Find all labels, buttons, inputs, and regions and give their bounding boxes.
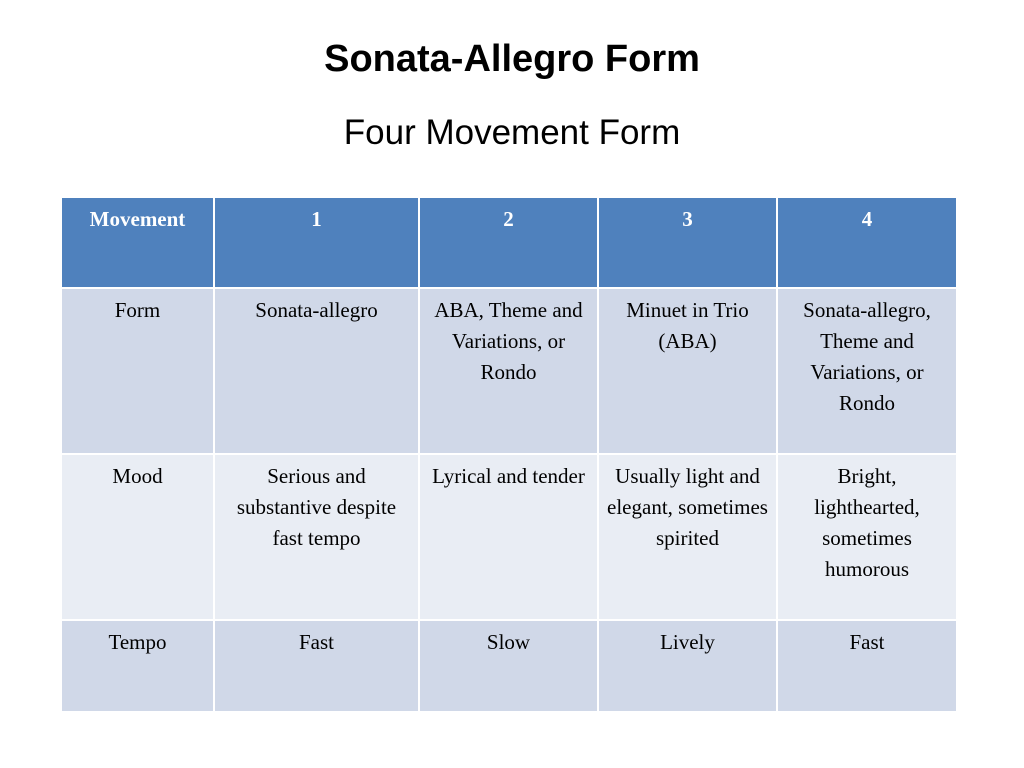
row-label-cell: Form [61, 288, 214, 454]
table-cell: Bright, lighthearted, sometimes humorous [777, 454, 957, 620]
table-cell: Sonata-allegro, Theme and Variations, or Rondo [777, 288, 957, 454]
table-cell: Fast [777, 620, 957, 712]
table-cell: Fast [214, 620, 419, 712]
table-cell: Usually light and elegant, sometimes spirited [598, 454, 777, 620]
table-header-cell: 3 [598, 197, 777, 288]
table-row [61, 288, 957, 454]
row-label-cell: Mood [61, 454, 214, 620]
table-cell: Minuet in Trio (ABA) [598, 288, 777, 454]
table-cell: Lively [598, 620, 777, 712]
table-cell: Serious and substantive despite fast tempo [214, 454, 419, 620]
slide-title: Sonata-Allegro Form [324, 38, 700, 80]
table-cell: ABA, Theme and Variations, or Rondo [419, 288, 598, 454]
table-cell: Sonata-allegro [214, 288, 419, 454]
table-row [61, 620, 957, 712]
table-header-cell: 4 [777, 197, 957, 288]
slide-subtitle: Four Movement Form [343, 113, 681, 152]
table-row [61, 454, 957, 620]
row-label-cell: Tempo [61, 620, 214, 712]
table-header-cell: 1 [214, 197, 419, 288]
table-header-cell: 2 [419, 197, 598, 288]
table-cell: Slow [419, 620, 598, 712]
movement-table [60, 196, 958, 713]
table-cell: Lyrical and tender [419, 454, 598, 620]
table-header-cell: Movement [61, 197, 214, 288]
table-header-row [61, 197, 957, 288]
